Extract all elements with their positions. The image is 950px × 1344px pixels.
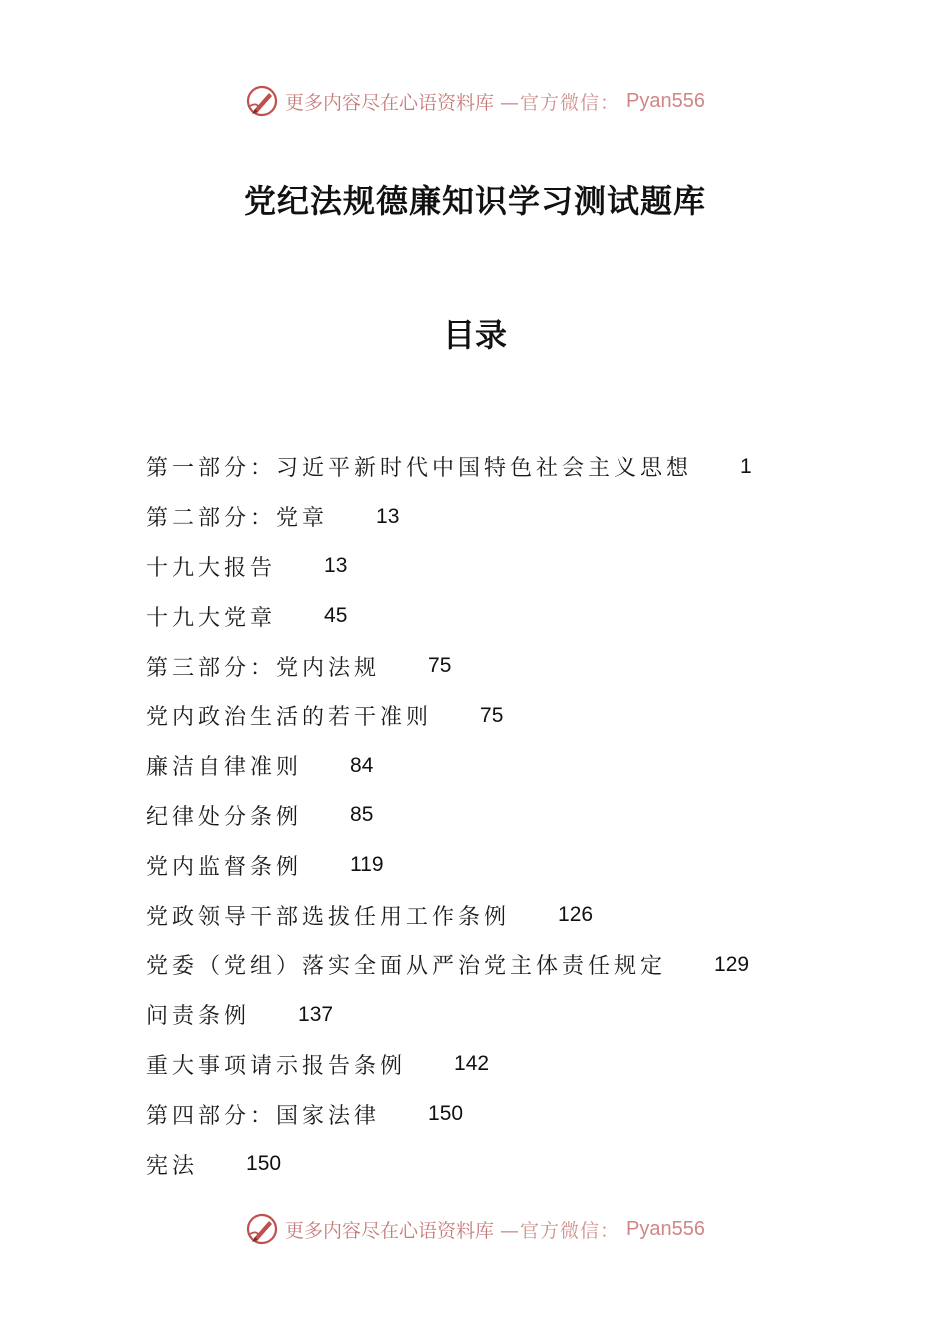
toc-item[interactable] bbox=[146, 1139, 796, 1189]
toc-item-label: 党内监督条例 bbox=[146, 854, 303, 880]
toc-item-label: 重大事项请示报告条例 bbox=[146, 1053, 407, 1079]
toc-item-page: 126 bbox=[558, 903, 594, 927]
toc-item-label: 问责条例 bbox=[146, 1004, 251, 1030]
toc-item[interactable] bbox=[146, 890, 796, 940]
toc-item-page: 13 bbox=[376, 504, 400, 528]
toc-item-page: 129 bbox=[714, 952, 750, 976]
toc-item-label: 十九大党章 bbox=[146, 605, 277, 631]
toc-item-page: 137 bbox=[298, 1002, 334, 1026]
toc-item-page: 150 bbox=[428, 1102, 464, 1126]
pen-logo-icon bbox=[245, 84, 279, 118]
toc-item-label: 第三部分：党内法规 bbox=[146, 655, 381, 681]
toc-item[interactable] bbox=[146, 990, 796, 1040]
toc-item[interactable] bbox=[146, 641, 796, 691]
toc-item-label: 十九大报告 bbox=[146, 555, 277, 581]
toc-item[interactable] bbox=[146, 840, 796, 890]
toc-item-label: 第二部分：党章 bbox=[146, 506, 329, 532]
toc-item-label: 纪律处分条例 bbox=[146, 804, 303, 830]
watermark-footer bbox=[0, 1212, 950, 1246]
toc-item-page: 84 bbox=[350, 753, 374, 777]
toc-item-page: 45 bbox=[324, 604, 348, 628]
toc-item[interactable] bbox=[146, 1089, 796, 1139]
toc-item[interactable] bbox=[146, 1040, 796, 1090]
watermark-brand: 更多内容尽在心语资料库 bbox=[285, 91, 495, 114]
toc-item-label: 第四部分：国家法律 bbox=[146, 1103, 381, 1129]
document-title: 党纪法规德廉知识学习测试题库 bbox=[243, 182, 706, 220]
toc-item-page: 75 bbox=[428, 654, 452, 678]
toc-item-page: 119 bbox=[350, 853, 384, 877]
pen-logo-icon bbox=[245, 1212, 279, 1246]
toc-item-label: 第一部分：习近平新时代中国特色社会主义思想 bbox=[146, 456, 693, 482]
watermark-wechat-id: Pyan556 bbox=[626, 89, 705, 112]
watermark-text: —官方微信： bbox=[500, 91, 621, 114]
toc-item[interactable] bbox=[146, 691, 796, 741]
toc-item-label: 党政领导干部选拔任用工作条例 bbox=[146, 904, 511, 930]
watermark-text: —官方微信： bbox=[500, 1219, 621, 1242]
toc-item[interactable] bbox=[146, 442, 796, 492]
watermark-wechat-id: Pyan556 bbox=[626, 1217, 705, 1240]
toc-item-page: 13 bbox=[324, 554, 348, 578]
watermark-header bbox=[0, 84, 950, 118]
toc-item-page: 85 bbox=[350, 803, 374, 827]
toc-item[interactable] bbox=[146, 492, 796, 542]
toc-item-label: 党委（党组）落实全面从严治党主体责任规定 bbox=[146, 954, 667, 980]
toc-item-page: 1 bbox=[740, 454, 752, 478]
toc-item[interactable] bbox=[146, 791, 796, 841]
toc-item[interactable] bbox=[146, 741, 796, 791]
toc-item-page: 142 bbox=[454, 1052, 490, 1076]
toc-item-page: 75 bbox=[480, 703, 504, 727]
watermark-brand: 更多内容尽在心语资料库 bbox=[285, 1219, 495, 1242]
toc-item[interactable] bbox=[146, 940, 796, 990]
toc-item-label: 党内政治生活的若干准则 bbox=[146, 705, 433, 731]
table-of-contents bbox=[146, 442, 796, 1189]
toc-item[interactable] bbox=[146, 542, 796, 592]
toc-item[interactable] bbox=[146, 591, 796, 641]
toc-item-label: 廉洁自律准则 bbox=[146, 755, 303, 781]
toc-item-page: 150 bbox=[246, 1152, 282, 1176]
toc-heading: 目录 bbox=[442, 316, 507, 354]
toc-item-label: 宪法 bbox=[146, 1153, 199, 1179]
